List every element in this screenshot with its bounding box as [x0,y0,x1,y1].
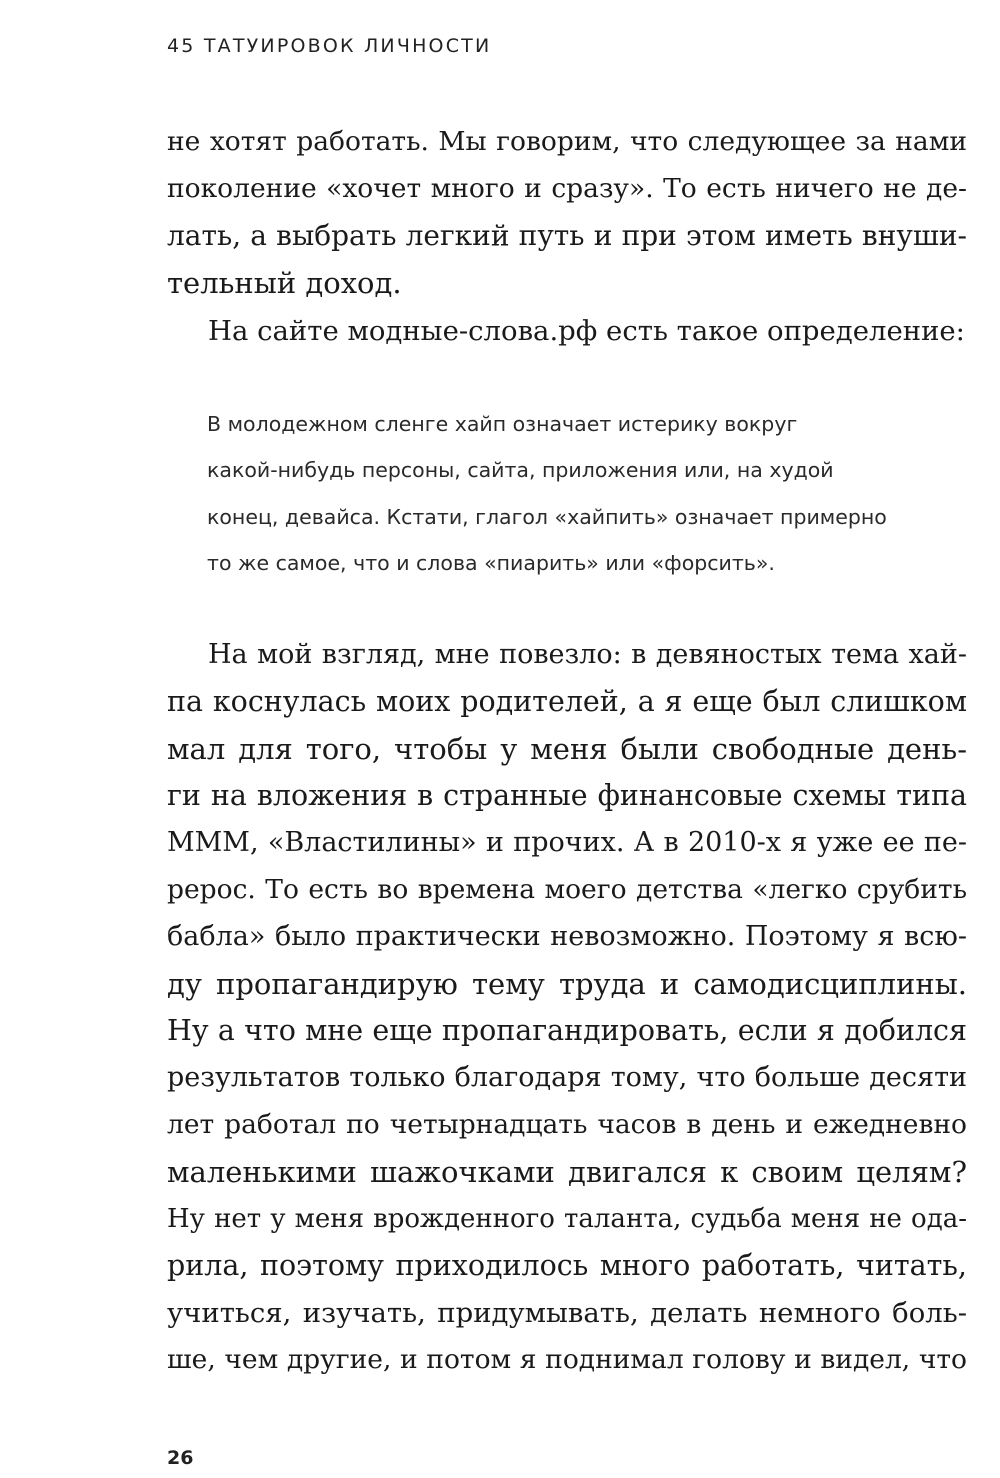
text-line: учиться, изучать, придумывать, делать немного боль- [167,1297,967,1329]
quote-line: какой-нибудь персоны, сайта, приложения или, на худой [207,458,834,482]
page-number: 26 [167,1447,194,1469]
text-line: результатов только благодаря тому, что больше десяти [167,1062,967,1093]
text-line: поколение «хочет много и сразу». То есть ничего не де- [167,173,967,204]
text-line: рила, поэтому приходилось много работать, читать, [167,1249,967,1282]
text-line: Ну а что мне еще пропагандировать, если я добился [167,1014,967,1047]
text-line: тельный доход. [167,266,402,300]
text-line: па коснулась моих родителей, а я еще был слишком [167,685,967,718]
text-line: мал для того, чтобы у меня были свободные день- [167,732,967,766]
text-line: ше, чем другие, и потом я поднимал голову и видел, что [167,1344,967,1375]
quote-line: В молодежном сленге хайп означает истерику вокруг [207,412,798,436]
text-line: На мой взгляд, мне повезло: в девяностых тема хай- [208,639,967,670]
quote-line: конец, девайса. Кстати, глагол «хайпить» означает примерно [207,505,887,529]
text-line: ду пропагандирую тему труда и самодисциплины. [167,967,967,1001]
text-line: Ну нет у меня врожденного таланта, судьба меня не ода- [167,1204,967,1234]
text-line: не хотят работать. Мы говорим, что следующее за нами [167,126,967,157]
text-line: маленькими шажочками двигался к своим целям? [167,1155,967,1189]
text-line: лать, а выбрать легкий путь и при этом иметь внуши- [167,219,967,252]
text-line: рерос. То есть во времена моего детства «легко срубить [167,874,967,905]
text-line: МММ, «Властилины» и прочих. А в 2010-х я уже ее пе- [167,827,967,858]
text-line: ги на вложения в странные финансовые схемы типа [167,779,967,812]
text-line: бабла» было практически невозможно. Поэтому я всю- [167,921,967,952]
quote-line: то же самое, что и слова «пиарить» или «форсить». [207,551,775,575]
text-line: На сайте модные-слова.рф есть такое определение: [208,315,965,347]
text-line: лет работал по четырнадцать часов в день и ежедневно [167,1109,967,1140]
running-head: 45 ТАТУИРОВОК ЛИЧНОСТИ [167,35,492,57]
